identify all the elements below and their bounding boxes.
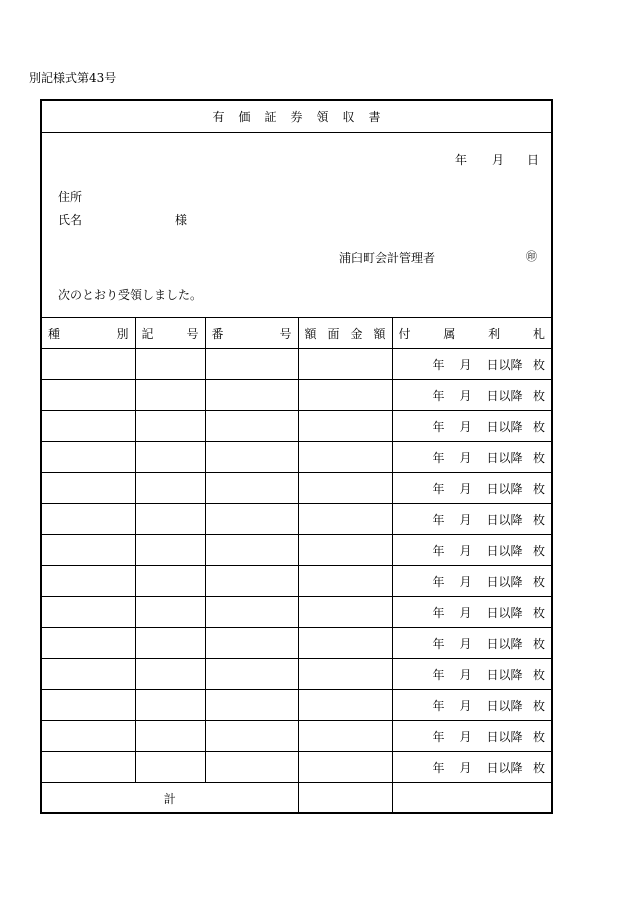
- coupon-year: 年: [432, 357, 445, 372]
- face-value-cell: [298, 380, 392, 411]
- coupon-day-after: 日以降: [486, 357, 523, 372]
- kind-cell: [42, 473, 135, 504]
- coupon-year: 年: [432, 636, 445, 651]
- face-value-cell: [298, 721, 392, 752]
- kind-cell: [42, 628, 135, 659]
- coupon-count-unit: 枚: [532, 698, 545, 713]
- symbol-cell: [135, 349, 205, 380]
- coupon-count-unit: 枚: [532, 481, 545, 496]
- kind-cell: [42, 597, 135, 628]
- symbol-cell: [135, 752, 205, 783]
- date-month: 月: [492, 153, 505, 167]
- coupon-day-after: 日以降: [486, 605, 523, 620]
- coupon-cell: [392, 659, 551, 690]
- coupon-count-unit: 枚: [532, 729, 545, 744]
- number-cell: [205, 566, 298, 597]
- number-cell: [205, 659, 298, 690]
- coupon-year: 年: [432, 450, 445, 465]
- table-row: [42, 442, 551, 473]
- coupon-month: 月: [459, 760, 472, 775]
- number-cell: [205, 690, 298, 721]
- coupon-year: 年: [432, 419, 445, 434]
- number-cell: [205, 628, 298, 659]
- coupon-month: 月: [459, 357, 472, 372]
- symbol-cell: [135, 535, 205, 566]
- number-cell: [205, 504, 298, 535]
- kind-cell: [42, 442, 135, 473]
- coupon-cell: [392, 349, 551, 380]
- coupon-cell: [392, 597, 551, 628]
- symbol-cell: [135, 721, 205, 752]
- coupon-year: 年: [432, 760, 445, 775]
- total-row: [42, 783, 551, 814]
- date-year: 年: [455, 153, 468, 167]
- kind-cell: [42, 380, 135, 411]
- coupon-month: 月: [459, 605, 472, 620]
- symbol-cell: [135, 380, 205, 411]
- face-value-cell: [298, 566, 392, 597]
- coupon-cell: [392, 721, 551, 752]
- coupon-cell: [392, 380, 551, 411]
- coupon-cell: [392, 535, 551, 566]
- coupon-count-unit: 枚: [532, 450, 545, 465]
- coupon-year: 年: [432, 543, 445, 558]
- kind-cell: [42, 411, 135, 442]
- symbol-cell: [135, 473, 205, 504]
- face-value-cell: [298, 690, 392, 721]
- kind-cell: [42, 721, 135, 752]
- face-value-cell: [298, 504, 392, 535]
- coupon-month: 月: [459, 729, 472, 744]
- coupon-count-unit: 枚: [532, 388, 545, 403]
- table-row: [42, 721, 551, 752]
- number-cell: [205, 349, 298, 380]
- issuer: 浦臼町会計管理者: [339, 251, 436, 265]
- coupon-cell: [392, 690, 551, 721]
- coupon-day-after: 日以降: [486, 450, 523, 465]
- face-value-cell: [298, 442, 392, 473]
- total-coupons: [392, 783, 551, 814]
- coupon-month: 月: [459, 512, 472, 527]
- header-face-value: 額 面 金 額: [298, 318, 392, 349]
- coupon-cell: [392, 566, 551, 597]
- table-row: [42, 411, 551, 442]
- face-value-cell: [298, 659, 392, 690]
- header-number: 番 号: [205, 318, 298, 349]
- table-row: [42, 380, 551, 411]
- honorific: 様: [175, 213, 188, 227]
- coupon-month: 月: [459, 419, 472, 434]
- number-cell: [205, 752, 298, 783]
- coupon-month: 月: [459, 481, 472, 496]
- header-row: [42, 318, 551, 349]
- table-row: [42, 597, 551, 628]
- title-row: [42, 101, 551, 133]
- header-kind: 種 別: [42, 318, 135, 349]
- header-symbol: 記 号: [135, 318, 205, 349]
- coupon-year: 年: [432, 698, 445, 713]
- coupon-year: 年: [432, 388, 445, 403]
- statement: 次のとおり受領しました。: [58, 288, 203, 302]
- coupon-cell: [392, 628, 551, 659]
- address-label: 住所: [58, 190, 83, 204]
- symbol-cell: [135, 566, 205, 597]
- coupon-day-after: 日以降: [486, 667, 523, 682]
- number-cell: [205, 473, 298, 504]
- face-value-cell: [298, 411, 392, 442]
- coupon-cell: [392, 442, 551, 473]
- coupon-count-unit: 枚: [532, 667, 545, 682]
- kind-cell: [42, 504, 135, 535]
- form-number: 別記様式第43号: [29, 71, 117, 85]
- table-row: [42, 535, 551, 566]
- coupon-count-unit: 枚: [532, 543, 545, 558]
- number-cell: [205, 535, 298, 566]
- receipt-form: [40, 99, 553, 814]
- coupon-day-after: 日以降: [486, 388, 523, 403]
- coupon-month: 月: [459, 543, 472, 558]
- total-label: 計: [42, 783, 298, 814]
- kind-cell: [42, 659, 135, 690]
- symbol-cell: [135, 411, 205, 442]
- table-row: [42, 566, 551, 597]
- kind-cell: [42, 349, 135, 380]
- table-row: [42, 690, 551, 721]
- coupon-day-after: 日以降: [486, 636, 523, 651]
- seal-mark: ㊞: [526, 250, 537, 263]
- coupon-month: 月: [459, 667, 472, 682]
- coupon-year: 年: [432, 729, 445, 744]
- face-value-cell: [298, 473, 392, 504]
- form-title: 有価証券領収書: [212, 110, 395, 124]
- table-row: [42, 504, 551, 535]
- coupon-month: 月: [459, 698, 472, 713]
- table-row: [42, 628, 551, 659]
- table-row: [42, 473, 551, 504]
- coupon-count-unit: 枚: [532, 636, 545, 651]
- coupon-year: 年: [432, 574, 445, 589]
- coupon-count-unit: 枚: [532, 605, 545, 620]
- symbol-cell: [135, 504, 205, 535]
- symbol-cell: [135, 690, 205, 721]
- header-coupons: 付 属 利 札: [392, 318, 551, 349]
- coupon-day-after: 日以降: [486, 698, 523, 713]
- coupon-cell: [392, 473, 551, 504]
- coupon-cell: [392, 504, 551, 535]
- symbol-cell: [135, 597, 205, 628]
- number-cell: [205, 442, 298, 473]
- coupon-year: 年: [432, 481, 445, 496]
- number-cell: [205, 380, 298, 411]
- kind-cell: [42, 535, 135, 566]
- face-value-cell: [298, 628, 392, 659]
- coupon-day-after: 日以降: [486, 729, 523, 744]
- symbol-cell: [135, 628, 205, 659]
- table-row: [42, 659, 551, 690]
- coupon-month: 月: [459, 450, 472, 465]
- coupon-count-unit: 枚: [532, 419, 545, 434]
- coupon-count-unit: 枚: [532, 574, 545, 589]
- symbol-cell: [135, 659, 205, 690]
- total-face-value: [298, 783, 392, 814]
- name-label: 氏名: [58, 213, 83, 227]
- coupon-day-after: 日以降: [486, 760, 523, 775]
- coupon-day-after: 日以降: [486, 543, 523, 558]
- coupon-cell: [392, 752, 551, 783]
- coupon-count-unit: 枚: [532, 760, 545, 775]
- number-cell: [205, 597, 298, 628]
- coupon-day-after: 日以降: [486, 512, 523, 527]
- kind-cell: [42, 690, 135, 721]
- coupon-count-unit: 枚: [532, 357, 545, 372]
- symbol-cell: [135, 442, 205, 473]
- face-value-cell: [298, 752, 392, 783]
- coupon-month: 月: [459, 636, 472, 651]
- face-value-cell: [298, 535, 392, 566]
- number-cell: [205, 411, 298, 442]
- number-cell: [205, 721, 298, 752]
- coupon-year: 年: [432, 667, 445, 682]
- coupon-year: 年: [432, 605, 445, 620]
- coupon-year: 年: [432, 512, 445, 527]
- coupon-day-after: 日以降: [486, 481, 523, 496]
- coupon-day-after: 日以降: [486, 574, 523, 589]
- coupon-month: 月: [459, 388, 472, 403]
- kind-cell: [42, 566, 135, 597]
- coupon-cell: [392, 411, 551, 442]
- coupon-day-after: 日以降: [486, 419, 523, 434]
- face-value-cell: [298, 597, 392, 628]
- table-row: [42, 752, 551, 783]
- securities-table: [42, 317, 551, 813]
- coupon-month: 月: [459, 574, 472, 589]
- date-day: 日: [527, 153, 540, 167]
- face-value-cell: [298, 349, 392, 380]
- kind-cell: [42, 752, 135, 783]
- coupon-count-unit: 枚: [532, 512, 545, 527]
- table-row: [42, 349, 551, 380]
